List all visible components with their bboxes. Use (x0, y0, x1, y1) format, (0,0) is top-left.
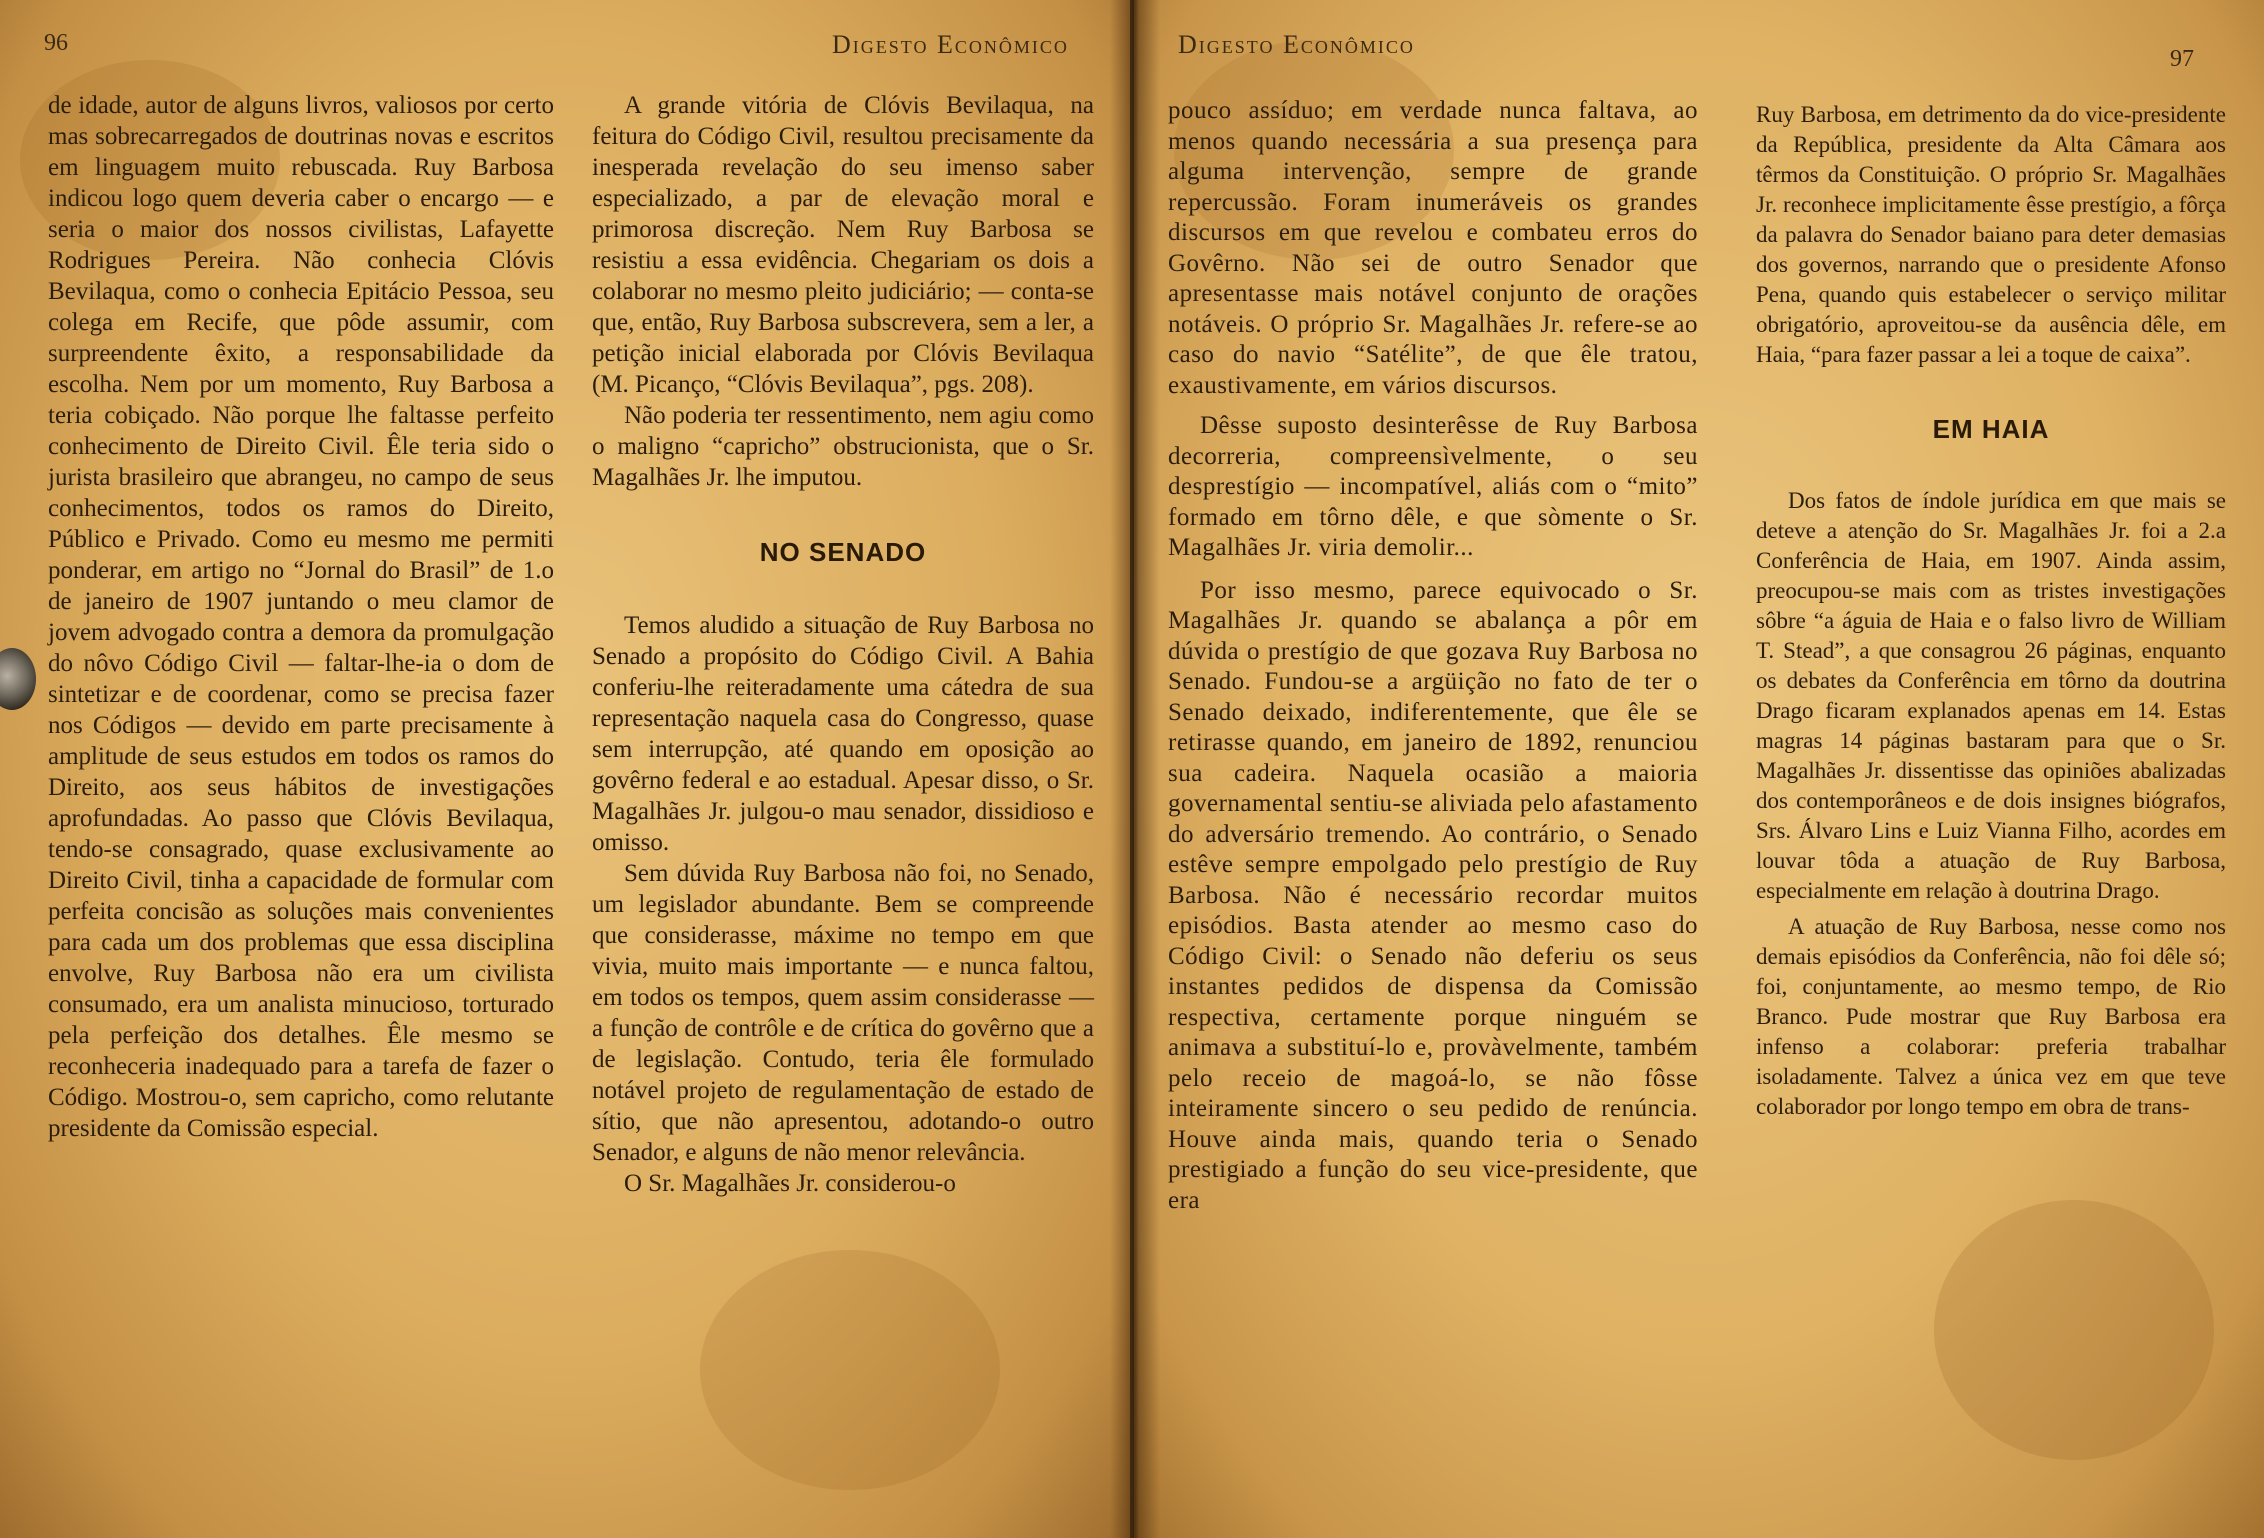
paragraph: Sem dúvida Ruy Barbosa não foi, no Senado, um legislador abundante. Bem se compreende que considerasse, máxime no tempo em que vivia, muito mais importante — e nunca faltou, em todos os tempos, quem assim considerasse — a função de contrôle e de crítica do govêrno que a de legislação. Contudo, teria êle formulado notável projeto de regulamentação de estado de sítio, que não apresentou, adotando-o outro Senador, e alguns de não menor relevância. (592, 860, 1094, 1166)
paragraph: A grande vitória de Clóvis Bevilaqua, na feitura do Código Civil, resultou precisamente da inesperada revelação do seu imenso saber especializado, a par de elevação moral e primorosa discreção. Nem Ruy Barbosa se resistiu a essa evidência. Chegariam os dois a colaborar no mesmo pleito judiciário; — conta-se que, então, Ruy Barbosa subscrevera, sem a ler, a petição inicial elaborada por Clóvis Bevilaqua (M. Picanço, “Clóvis Bevilaqua”, pgs. 208). (592, 92, 1094, 398)
paragraph: Dêsse suposto desinterêsse de Ruy Barbosa decorreria, compreensìvelmente, o seu desprestígio — incompatível, aliás com o “mito” formado em tôrno dêle, e que sòmente o Sr. Magalhães Jr. viria demolir... (1168, 412, 1698, 561)
section-heading: EM HAIA (1932, 414, 2050, 444)
page-number: 97 (2170, 46, 2194, 72)
running-head: Digesto Econômico (832, 30, 1069, 59)
paragraph: Ruy Barbosa, em detrimento da do vice-presidente da República, presidente da Alta Câmara aos têrmos da Constituição. O próprio Sr. Magalhães Jr. reconhece implicitamente êsse prestígio, a fôrça da palavra do Senador baiano para deter demasias dos governos, narrando que o presidente Afonso Pena, quando quis estabelecer o serviço militar obrigatório, aproveitou-se da ausência dêle, em Haia, “para fazer passar a lei a toque de caixa”. (1756, 102, 2226, 367)
left-page (0, 0, 1130, 1538)
text-column-3 (1168, 96, 1698, 1216)
text-column-4 (1756, 100, 2226, 1122)
paragraph: Não poderia ter ressentimento, nem agiu como o maligno “capricho” obstrucionista, que o Sr. Magalhães Jr. lhe imputou. (592, 402, 1094, 491)
paragraph: O Sr. Magalhães Jr. considerou-o (624, 1170, 956, 1197)
paragraph: Temos aludido a situação de Ruy Barbosa no Senado a propósito do Código Civil. A Bahia conferiu-lhe reiteradamente uma cátedra de sua representação naquela casa do Congresso, quase sem interrupção, até quando em oposição ao govêrno federal e ao estadual. Apesar disso, o Sr. Magalhães Jr. julgou-o mau senador, dissidioso e omisso. (592, 612, 1094, 856)
paragraph: pouco assíduo; em verdade nunca faltava, ao menos quando necessária a sua presença para alguma intervenção, sempre de grande repercussão. Foram inumeráveis os grandes discursos em que revelou e combateu erros do Govêrno. Não sei de outro Senador que apresentasse mais notável conjunto de orações notáveis. O próprio Sr. Magalhães Jr. refere-se ao caso do navio “Satélite”, de que êle tratou, exaustivamente, em vários discursos. (1168, 97, 1698, 399)
right-page (1134, 0, 2264, 1538)
paper-stain (700, 1250, 1000, 1490)
paper-stain (1934, 1200, 2214, 1460)
text-column-1 (48, 90, 554, 1144)
paragraph: Por isso mesmo, parece equivocado o Sr. Magalhães Jr. quando se abalança a pôr em dúvida o prestígio de que gozava Ruy Barbosa no Senado. Fundou-se a argüição no fato de ter o Senado deixado, indiferentemente, que êle se retirasse quando, em janeiro de 1892, renunciou sua cadeira. Naquela ocasião a maioria governamental sentiu-se aliviada pelo afastamento do adversário tremendo. Ao contrário, o Senado estêve sempre empolgado pelo prestígio de Ruy Barbosa. Não é necessário recordar muitos episódios. Basta atender ao mesmo caso do Código Civil: o Senado não deferiu os seus instantes pedidos de dispensa da Comissão respectiva, certamente porque ninguém se animava a substituí-lo e, provàvelmente, também pelo receio de magoá-lo, se não fôsse inteiramente sincero o seu pedido de renúncia. Houve ainda mais, quando teria o Senado prestigiado a função do seu vice-presidente, que era (1168, 576, 1698, 1214)
binding-hole (0, 648, 36, 710)
paragraph: de idade, autor de alguns livros, valiosos por certo mas sobrecarregados de doutrinas novas e escritos em linguagem muito rebuscada. Ruy Barbosa indicou logo quem deveria caber o encargo — e seria o maior dos nossos civilistas, Lafayette Rodrigues Pereira. Não conhecia Clóvis Bevilaqua, como o conhecia Epitácio Pessoa, seu colega em Recife, que pôde assumir, com surpreendente êxito, a responsabilidade da escolha. Nem por um momento, Ruy Barbosa a teria cobiçado. Não porque lhe faltasse perfeito conhecimento de Direito Civil. Êle teria sido o jurista brasileiro que abrangeu, no campo de seus conhecimentos, todos os ramos do Direito, Público e Privado. Como eu mesmo me permiti ponderar, em artigo no “Jornal do Brasil” de 1.o de janeiro de 1907 juntando o meu clamor de jovem advogado contra a demora da promulgação do nôvo Código Civil — faltar-lhe-ia o dom de sintetizar e de coordenar, como se precisa fazer nos Códigos — devido em parte precisamente à amplitude de seus estudos em todos os ramos do Direito, aos seus hábitos de investigações aprofundadas. Ao passo que Clóvis Bevilaqua, tendo-se consagrado, quase exclusivamente ao Direito Civil, tinha a capacidade de formular com perfeita concisão as soluções mais convenientes para cada um dos problemas que essa disciplina envolve, Ruy Barbosa não era um civilista consumado, era um analista minucioso, torturado pela perfeição dos detalhes. Êle mesmo se reconheceria inadequado para a tarefa de fazer o Código. Mostrou-o, sem capricho, como relutante presidente da Comissão especial. (48, 92, 554, 1142)
section-heading: NO SENADO (759, 537, 927, 567)
text-column-2 (592, 90, 1094, 1199)
paragraph: A atuação de Ruy Barbosa, nesse como nos demais episódios da Conferência, não foi dêle só; foi, conjuntamente, ao mesmo tempo, de Rio Branco. Pude mostrar que Ruy Barbosa era infenso a colaborar: preferia trabalhar isoladamente. Talvez a única vez em que teve colaborador por longo tempo em obra de trans- (1756, 914, 2226, 1119)
paragraph: Dos fatos de índole jurídica em que mais se deteve a atenção do Sr. Magalhães Jr. foi a 2.a Conferência de Haia, em 1907. Ainda assim, preocupou-se mais com as tristes investigações sôbre “a águia de Haia e o falso livro de William T. Stead”, a que consagrou 26 páginas, enquanto os debates da Conferência em tôrno da doutrina Drago ficaram explanados apenas em 14. Estas magras 14 páginas bastaram para que o Sr. Magalhães Jr. dissentisse das opiniões abalizadas dos contemporâneos e de dois insignes biógrafos, Srs. Álvaro Lins e Luiz Vianna Filho, acordes em louvar tôda a atuação de Ruy Barbosa, especialmente em relação à doutrina Drago. (1756, 488, 2226, 903)
page-number: 96 (44, 30, 68, 56)
running-head: Digesto Econômico (1178, 30, 1415, 59)
